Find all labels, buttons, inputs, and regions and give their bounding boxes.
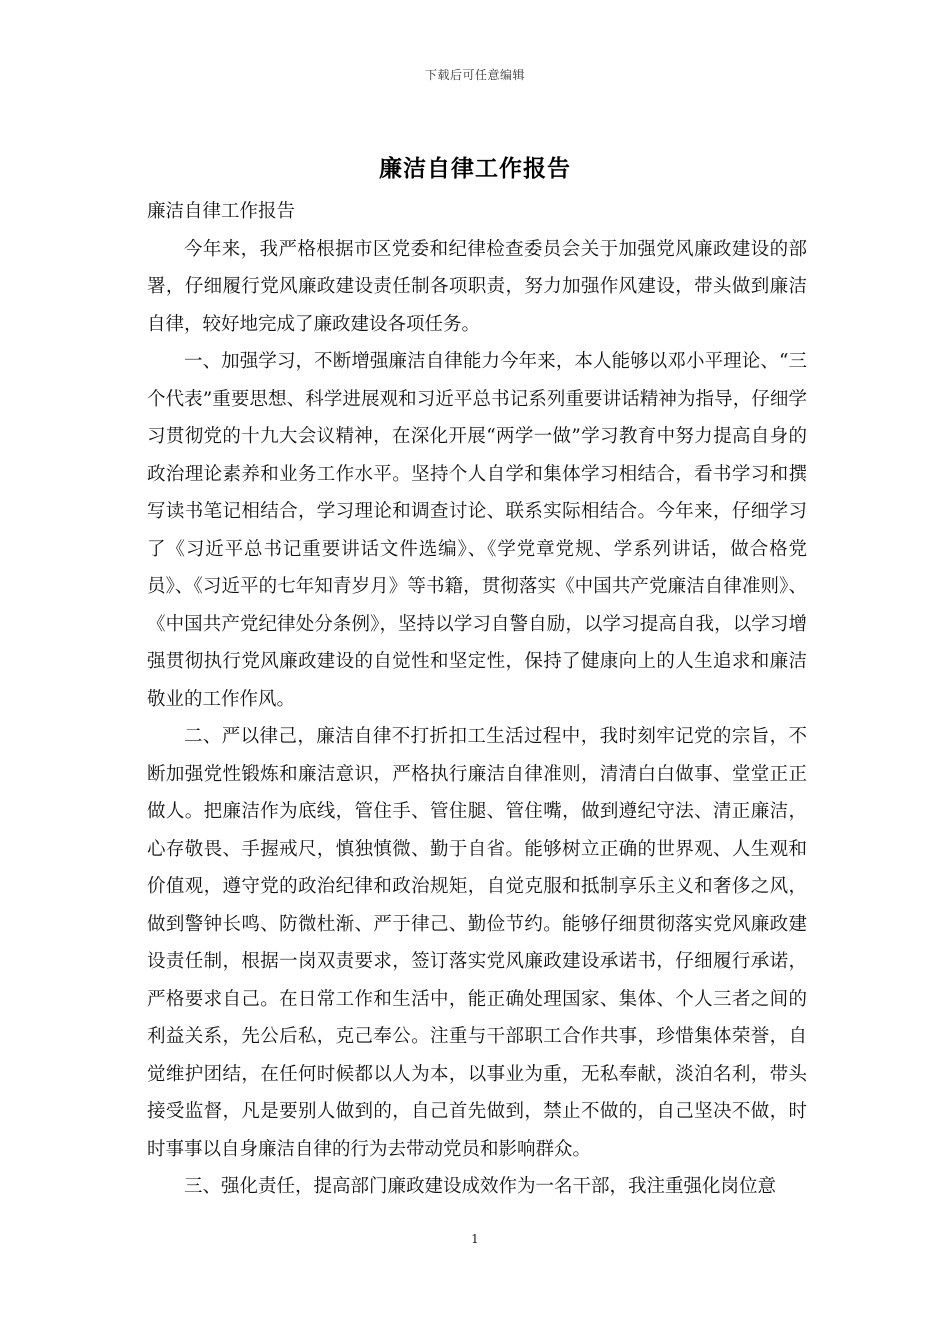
page-number: 1 <box>471 1232 479 1246</box>
paragraph-section-3: 三、强化责任，提高部门廉政建设成效作为一名干部，我注重强化岗位意 <box>184 1176 777 1197</box>
paragraph-section-1: 一、加强学习，不断增强廉洁自律能力今年来，本人能够以邓小平理论、“三个代表”重要思想、科学进展观和习近平总书记系列重要讲话精神为指导，仔细学习贯彻党的十九大会议精神，在深化开展“两学一做”学习教育中努力提高自身的政治理论素养和业务工作水平。坚持个人自学和集体学习相结合，看书学习和撰写读书笔记相结合，学习理论和调查讨论、联系实际相结合。今年来，仔细学习了《习近平总书记重要讲话文件选编》、《学党章党规、学系列讲话，做合格党员》、《习近平的七年知青岁月》等书籍，贯彻落实《中国共产党廉洁自律准则》、《中国共产党纪律处分条例》，坚持以学习自警自励，以学习提高自我，以学习增强贯彻执行党风廉政建设的自觉性和坚定性，保持了健康向上的人生追求和廉洁敬业的工作作风。 <box>147 351 807 710</box>
paragraph-section-2: 二、严以律己，廉洁自律不打折扣工生活过程中，我时刻牢记党的宗旨，不断加强党性锻炼和廉洁意识，严格执行廉洁自律准则，清清白白做事、堂堂正正做人。把廉洁作为底线，管住手、管住腿、管住嘴，做到遵纪守法、清正廉洁，心存敬畏、手握戒尺，慎独慎微、勤于自省。能够树立正确的世界观、人生观和价值观，遵守党的政治纪律和政治规矩，自觉克服和抵制享乐主义和奢侈之风，做到警钟长鸣、防微杜渐、严于律己、勤俭节约。能够仔细贯彻落实党风廉政建设责任制，根据一岗双责要求，签订落实党风廉政建设承诺书，仔细履行承诺，严格要求自己。在日常工作和生活中，能正确处理国家、集体、个人三者之间的利益关系，先公后私，克己奉公。注重与干部职工合作共事，珍惜集体荣誉，自觉维护团结，在任何时候都以人为本，以事业为重，无私奉献，淡泊名利，带头接受监督，凡是要别人做到的，自己首先做到，禁止不做的，自己坚决不做，时时事事以自身廉洁自律的行为去带动党员和影响群众。 <box>147 726 807 1160</box>
header-note: 下载后可任意编辑 <box>424 68 525 82</box>
paragraph-intro: 今年来，我严格根据市区党委和纪律检查委员会关于加强党风廉政建设的部署，仔细履行党风廉政建设责任制各项职责，努力加强作风建设，带头做到廉洁自律，较好地完成了廉政建设各项任务。 <box>147 238 807 335</box>
document-title: 廉洁自律工作报告 <box>379 156 571 182</box>
document-subtitle: 廉洁自律工作报告 <box>147 201 296 222</box>
document-body <box>147 193 807 1206</box>
